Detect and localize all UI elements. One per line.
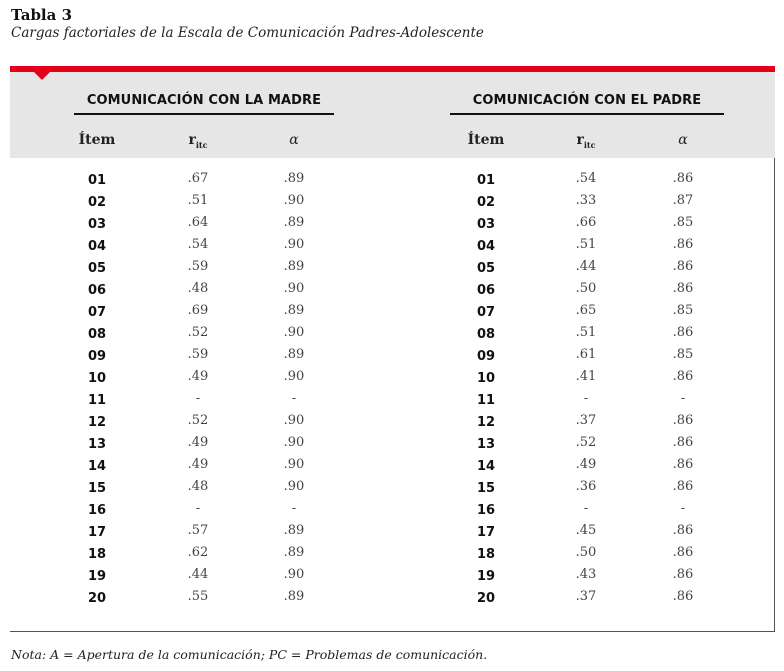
- table-label: Tabla 3: [11, 6, 73, 24]
- item-number: 10: [476, 371, 496, 386]
- table-row: [10, 433, 775, 455]
- ritc-value: .57: [187, 523, 209, 538]
- item-number: 19: [87, 569, 107, 584]
- item-number: 06: [87, 283, 107, 298]
- table-row: [10, 257, 775, 279]
- alpha-value: .86: [672, 589, 694, 604]
- ritc-value: .51: [575, 237, 597, 252]
- ritc-value: .48: [187, 281, 209, 296]
- table-row: [10, 455, 775, 477]
- alpha-value: .86: [672, 325, 694, 340]
- item-number: 09: [87, 349, 107, 364]
- ritc-value: .54: [187, 237, 209, 252]
- alpha-value: .85: [672, 347, 694, 362]
- ritc-main: r: [576, 132, 584, 148]
- ritc-value: .41: [575, 369, 597, 384]
- item-number: 16: [476, 503, 496, 518]
- alpha-value: .89: [283, 259, 305, 274]
- ritc-main: r: [188, 132, 196, 148]
- alpha-value: .90: [283, 479, 305, 494]
- item-number: 11: [87, 393, 107, 408]
- group-title-mother: COMUNICACIÓN CON LA MADRE: [86, 93, 322, 108]
- header-band: [10, 72, 775, 158]
- accent-notch: [34, 72, 50, 80]
- item-number: 18: [476, 547, 496, 562]
- alpha-value: -: [291, 501, 297, 516]
- alpha-value: .90: [283, 457, 305, 472]
- alpha-value: .89: [283, 303, 305, 318]
- table-title: Cargas factoriales de la Escala de Comunicación Padres-Adolescente: [11, 25, 484, 41]
- ritc-value: .44: [575, 259, 597, 274]
- item-number: 08: [476, 327, 496, 342]
- item-number: 07: [476, 305, 496, 320]
- ritc-value: .37: [575, 413, 597, 428]
- alpha-value: .86: [672, 369, 694, 384]
- ritc-value: .69: [187, 303, 209, 318]
- alpha-value: .90: [283, 237, 305, 252]
- table-note: Nota: A = Apertura de la comunicación; PC = Problemas de comunicación.: [11, 647, 488, 662]
- ritc-value: .52: [187, 325, 209, 340]
- ritc-sub: itc: [583, 139, 596, 150]
- ritc-value: -: [195, 501, 201, 516]
- ritc-value: .49: [187, 457, 209, 472]
- group-rule-mother: [74, 113, 334, 115]
- item-number: 03: [87, 217, 107, 232]
- ritc-value: .48: [187, 479, 209, 494]
- alpha-value: .86: [672, 237, 694, 252]
- table-row: [10, 565, 775, 587]
- item-number: 04: [476, 239, 496, 254]
- item-number: 12: [87, 415, 107, 430]
- table-row: [10, 543, 775, 565]
- ritc-value: .50: [575, 281, 597, 296]
- item-number: 05: [87, 261, 107, 276]
- table-row: [10, 587, 775, 609]
- alpha-value: .90: [283, 193, 305, 208]
- alpha-value: .89: [283, 545, 305, 560]
- item-number: 13: [476, 437, 496, 452]
- item-number: 04: [87, 239, 107, 254]
- ritc-value: .49: [187, 369, 209, 384]
- ritc-value: .55: [187, 589, 209, 604]
- ritc-value: .67: [187, 171, 209, 186]
- ritc-value: .59: [187, 347, 209, 362]
- item-number: 05: [476, 261, 496, 276]
- item-number: 09: [476, 349, 496, 364]
- ritc-value: .54: [575, 171, 597, 186]
- item-number: 02: [476, 195, 496, 210]
- item-number: 15: [87, 481, 107, 496]
- ritc-value: .49: [187, 435, 209, 450]
- table-row: [10, 477, 775, 499]
- alpha-value: .89: [283, 347, 305, 362]
- alpha-value: .90: [283, 325, 305, 340]
- table-row: [10, 499, 775, 521]
- alpha-value: .89: [283, 589, 305, 604]
- col-head-alpha-mother: α: [289, 132, 299, 148]
- col-head-alpha-father: α: [678, 132, 688, 148]
- alpha-value: .86: [672, 259, 694, 274]
- alpha-value: -: [680, 501, 686, 516]
- alpha-value: .86: [672, 545, 694, 560]
- group-title-father: COMUNICACIÓN CON EL PADRE: [472, 93, 702, 108]
- table-caption: [11, 6, 484, 42]
- col-head-ritc-father: [556, 132, 616, 150]
- item-number: 14: [476, 459, 496, 474]
- alpha-value: .86: [672, 171, 694, 186]
- item-number: 20: [476, 591, 496, 606]
- item-number: 19: [476, 569, 496, 584]
- item-number: 16: [87, 503, 107, 518]
- ritc-value: .64: [187, 215, 209, 230]
- ritc-value: .61: [575, 347, 597, 362]
- item-number: 10: [87, 371, 107, 386]
- item-number: 14: [87, 459, 107, 474]
- table-row: [10, 367, 775, 389]
- item-number: 01: [476, 173, 496, 188]
- item-number: 02: [87, 195, 107, 210]
- item-number: 11: [476, 393, 496, 408]
- group-rule-father: [450, 113, 724, 115]
- alpha-value: .89: [283, 215, 305, 230]
- ritc-value: .44: [187, 567, 209, 582]
- item-number: 07: [87, 305, 107, 320]
- ritc-value: .49: [575, 457, 597, 472]
- alpha-value: .87: [672, 193, 694, 208]
- item-number: 08: [87, 327, 107, 342]
- item-number: 17: [476, 525, 496, 540]
- ritc-value: -: [583, 501, 589, 516]
- table-row: [10, 345, 775, 367]
- ritc-value: .59: [187, 259, 209, 274]
- table-body: [10, 169, 775, 609]
- alpha-value: -: [291, 391, 297, 406]
- alpha-value: .90: [283, 413, 305, 428]
- ritc-value: .65: [575, 303, 597, 318]
- alpha-value: .90: [283, 281, 305, 296]
- alpha-value: .86: [672, 567, 694, 582]
- alpha-value: .86: [672, 523, 694, 538]
- ritc-value: .36: [575, 479, 597, 494]
- factor-loadings-table: [10, 66, 775, 632]
- table-row: [10, 169, 775, 191]
- ritc-sub: itc: [195, 139, 208, 150]
- ritc-value: .66: [575, 215, 597, 230]
- item-number: 12: [476, 415, 496, 430]
- table-row: [10, 301, 775, 323]
- item-number: 15: [476, 481, 496, 496]
- item-number: 20: [87, 591, 107, 606]
- table-row: [10, 235, 775, 257]
- ritc-value: .52: [575, 435, 597, 450]
- ritc-value: .52: [187, 413, 209, 428]
- ritc-value: .51: [575, 325, 597, 340]
- table-row: [10, 213, 775, 235]
- alpha-value: .86: [672, 281, 694, 296]
- table-row: [10, 191, 775, 213]
- item-number: 03: [476, 217, 496, 232]
- alpha-value: .86: [672, 479, 694, 494]
- ritc-value: .50: [575, 545, 597, 560]
- item-number: 13: [87, 437, 107, 452]
- alpha-value: .89: [283, 523, 305, 538]
- alpha-value: -: [680, 391, 686, 406]
- ritc-value: .37: [575, 589, 597, 604]
- ritc-value: .45: [575, 523, 597, 538]
- col-head-item-father: Ítem: [467, 132, 505, 148]
- ritc-value: -: [195, 391, 201, 406]
- alpha-value: .86: [672, 435, 694, 450]
- col-head-item-mother: Ítem: [78, 132, 116, 148]
- alpha-value: .90: [283, 435, 305, 450]
- ritc-value: .51: [187, 193, 209, 208]
- table-row: [10, 389, 775, 411]
- item-number: 17: [87, 525, 107, 540]
- col-head-ritc-mother: [168, 132, 228, 150]
- ritc-value: .33: [575, 193, 597, 208]
- ritc-value: .62: [187, 545, 209, 560]
- alpha-value: .85: [672, 215, 694, 230]
- alpha-value: .90: [283, 567, 305, 582]
- table-row: [10, 323, 775, 345]
- alpha-value: .90: [283, 369, 305, 384]
- table-row: [10, 279, 775, 301]
- table-row: [10, 411, 775, 433]
- alpha-value: .86: [672, 413, 694, 428]
- table-row: [10, 521, 775, 543]
- ritc-value: .43: [575, 567, 597, 582]
- ritc-value: -: [583, 391, 589, 406]
- item-number: 01: [87, 173, 107, 188]
- item-number: 06: [476, 283, 496, 298]
- alpha-value: .85: [672, 303, 694, 318]
- alpha-value: .89: [283, 171, 305, 186]
- alpha-value: .86: [672, 457, 694, 472]
- item-number: 18: [87, 547, 107, 562]
